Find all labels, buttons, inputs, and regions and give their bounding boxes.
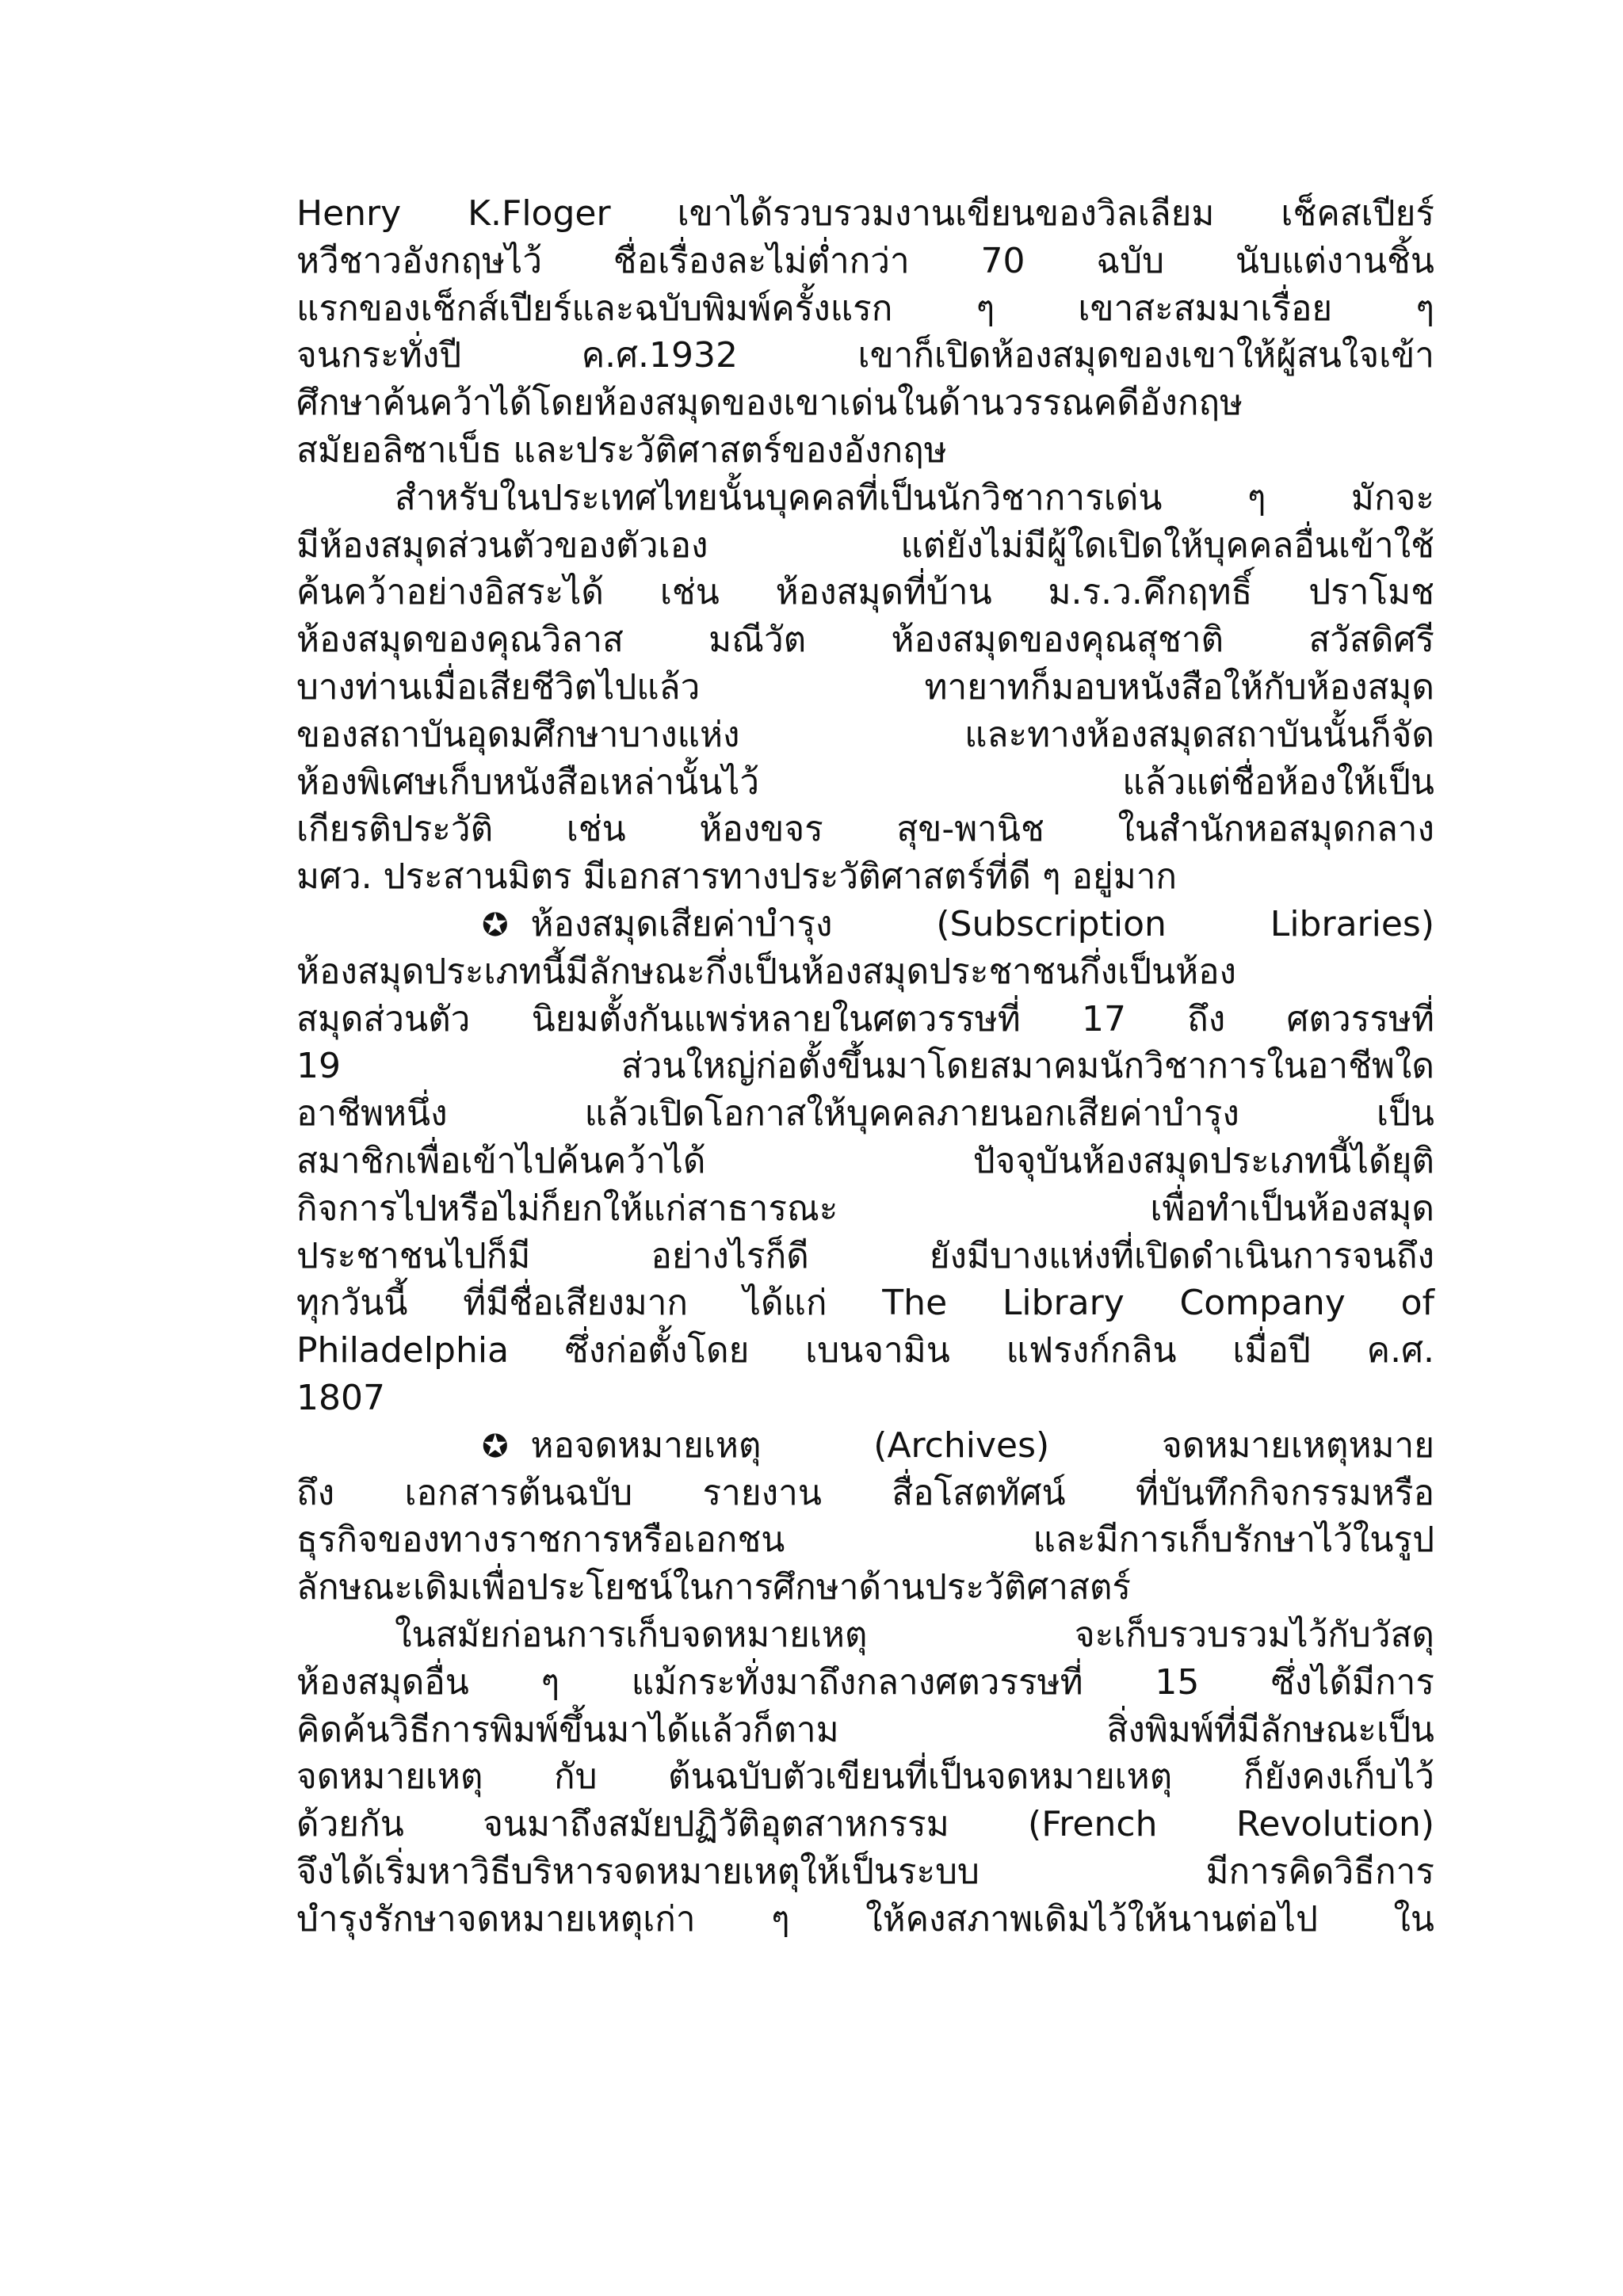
text-line	[296, 996, 1434, 1043]
text-line	[296, 948, 1434, 996]
line-text: ธุรกิจของทางราชการหรือเอกชน และมีการเก็บรักษาไว้ในรูป	[296, 1520, 1434, 1561]
text-line	[296, 1516, 1434, 1564]
text-line	[296, 1896, 1434, 1943]
star-bullet-icon: ✪	[482, 1428, 509, 1465]
line-text: ประชาชนไปก็มี อย่างไรก็ดี ยังมีบางแห่งที่เปิดดำเนินการจนถึง	[296, 1235, 1434, 1276]
line-text: 19 ส่วนใหญ่ก่อตั้งขึ้นมาโดยสมาคมนักวิชาการในอาชีพใด	[296, 1046, 1434, 1087]
text-line	[296, 190, 1434, 238]
line-text: ห้องสมุดของคุณวิลาส มณีวัต ห้องสมุดของคุณสุชาติ สวัสดิศรี	[296, 620, 1434, 661]
line-text: บางท่านเมื่อเสียชีวิตไปแล้ว ทายาทก็มอบหนังสือให้กับห้องสมุด	[296, 666, 1434, 707]
text-line	[296, 1659, 1434, 1707]
text-line	[296, 569, 1434, 616]
document-page	[296, 190, 1434, 1943]
line-text: ในสมัยก่อนการเก็บจดหมายเหตุ จะเก็บรวบรวมไว้กับวัสดุ	[395, 1614, 1434, 1655]
line-text: บำรุงรักษาจดหมายเหตุเก่า ๆ ให้คงสภาพเดิมไว้ให้นานต่อไป ใน	[296, 1898, 1434, 1939]
line-text: ห้องสมุดเสียค่าบำรุง (Subscription Libraries)	[530, 903, 1434, 944]
text-line	[296, 1707, 1434, 1754]
text-line	[296, 901, 1434, 948]
star-bullet-icon: ✪	[482, 906, 509, 944]
line-text: ห้องสมุดอื่น ๆ แม้กระทั่งมาถึงกลางศตวรรษที่ 15 ซึ่งได้มีการ	[296, 1661, 1434, 1703]
text-line	[296, 1375, 1434, 1422]
text-line	[296, 1848, 1434, 1896]
line-text: ศึกษาค้นคว้าได้โดยห้องสมุดของเขาเด่นในด้านวรรณคดีอังกฤษ	[296, 383, 1243, 424]
text-line	[296, 616, 1434, 664]
line-text: มศว. ประสานมิตร มีเอกสารทางประวัติศาสตร์ที่ดี ๆ อยู่มาก	[296, 856, 1178, 898]
line-text: จึงได้เริ่มหาวิธีบริหารจดหมายเหตุให้เป็นระบบ มีการคิดวิธีการ	[296, 1851, 1434, 1892]
text-line	[296, 806, 1434, 853]
line-text: สำหรับในประเทศไทยนั้นบุคคลที่เป็นนักวิชาการเด่น ๆ มักจะ	[395, 477, 1434, 518]
text-line	[296, 1801, 1434, 1848]
text-line	[296, 379, 1434, 427]
text-line	[296, 1422, 1434, 1470]
line-text: อาชีพหนึ่ง แล้วเปิดโอกาสให้บุคคลภายนอกเสียค่าบำรุง เป็น	[296, 1093, 1434, 1135]
text-line	[296, 1233, 1434, 1280]
text-line	[296, 522, 1434, 570]
line-text: ค้นคว้าอย่างอิสระได้ เช่น ห้องสมุดที่บ้าน ม.ร.ว.คึกฤทธิ์ ปราโมช	[296, 572, 1434, 613]
document-body	[296, 190, 1434, 1943]
text-line	[296, 285, 1434, 333]
text-line	[296, 1611, 1434, 1659]
line-text: 1807	[296, 1377, 385, 1418]
line-text: Henry K.Floger เขาได้รวบรวมงานเขียนของวิลเลียม เช็คสเปียร์	[296, 193, 1434, 234]
line-text: ด้วยกัน จนมาถึงสมัยปฏิวัติอุตสาหกรรม (French Revolution)	[296, 1804, 1434, 1845]
line-text: หอจดหมายเหตุ (Archives) จดหมายเหตุหมาย	[530, 1425, 1434, 1466]
text-line	[296, 853, 1434, 901]
line-text: ถึง เอกสารต้นฉบับ รายงาน สื่อโสตทัศน์ ที่บันทึกกิจกรรมหรือ	[296, 1472, 1434, 1513]
line-text: แรกของเช็กส์เปียร์และฉบับพิมพ์ครั้งแรก ๆ เขาสะสมมาเรื่อย ๆ	[296, 288, 1434, 329]
line-text: จดหมายเหตุ กับ ต้นฉบับตัวเขียนที่เป็นจดหมายเหตุ ก็ยังคงเก็บไว้	[296, 1756, 1434, 1798]
text-line	[296, 475, 1434, 522]
line-text: สมัยอลิซาเบ็ธ และประวัติศาสตร์ของอังกฤษ	[296, 429, 947, 471]
text-line	[296, 759, 1434, 807]
text-line	[296, 1327, 1434, 1375]
line-text: มีห้องสมุดส่วนตัวของตัวเอง แต่ยังไม่มีผู้ใดเปิดให้บุคคลอื่นเข้าใช้	[296, 524, 1434, 566]
text-line	[296, 711, 1434, 759]
line-text: ลักษณะเดิมเพื่อประโยชน์ในการศึกษาด้านประวัติศาสตร์	[296, 1567, 1132, 1608]
text-line	[296, 1043, 1434, 1090]
text-line	[296, 1470, 1434, 1517]
text-line	[296, 238, 1434, 285]
text-line	[296, 664, 1434, 711]
line-text: Philadelphia ซึ่งก่อตั้งโดย เบนจามิน แฟรงก์กลิน เมื่อปี ค.ศ.	[296, 1330, 1434, 1371]
line-text: เกียรติประวัติ เช่น ห้องขจร สุข-พานิช ในสำนักหอสมุดกลาง	[296, 809, 1434, 850]
line-text: ของสถาบันอุดมศึกษาบางแห่ง และทางห้องสมุดสถาบันนั้นก็จัด	[296, 714, 1434, 755]
line-text: สมาชิกเพื่อเข้าไปค้นคว้าได้ ปัจจุบันห้องสมุดประเภทนี้ได้ยุติ	[296, 1140, 1434, 1181]
line-text: ทุกวันนี้ ที่มีชื่อเสียงมาก ได้แก่ The Library Company of	[296, 1283, 1434, 1324]
text-line	[296, 332, 1434, 379]
text-line	[296, 1090, 1434, 1138]
line-text: ห้องสมุดประเภทนี้มีลักษณะกึ่งเป็นห้องสมุดประชาชนกึ่งเป็นห้อง	[296, 951, 1237, 992]
line-text: ห้องพิเศษเก็บหนังสือเหล่านั้นไว้ แล้วแต่ชื่อห้องให้เป็น	[296, 761, 1434, 803]
line-text: คิดค้นวิธีการพิมพ์ขึ้นมาได้แล้วก็ตาม สิ่งพิมพ์ที่มีลักษณะเป็น	[296, 1709, 1434, 1750]
text-line	[296, 1564, 1434, 1611]
line-text: กิจการไปหรือไม่ก็ยกให้แก่สาธารณะ เพื่อทำเป็นห้องสมุด	[296, 1188, 1434, 1229]
text-line	[296, 427, 1434, 475]
line-text: จนกระทั่งปี ค.ศ.1932 เขาก็เปิดห้องสมุดของเขาให้ผู้สนใจเข้า	[296, 335, 1434, 376]
text-line	[296, 1753, 1434, 1801]
line-text: หวีชาวอังกฤษไว้ ชื่อเรื่องละไม่ต่ำกว่า 70 ฉบับ นับแต่งานชิ้น	[296, 240, 1434, 281]
line-text: สมุดส่วนตัว นิยมตั้งกันแพร่หลายในศตวรรษที่ 17 ถึง ศตวรรษที่	[296, 998, 1434, 1039]
text-line	[296, 1280, 1434, 1327]
text-line	[296, 1138, 1434, 1185]
text-line	[296, 1185, 1434, 1233]
